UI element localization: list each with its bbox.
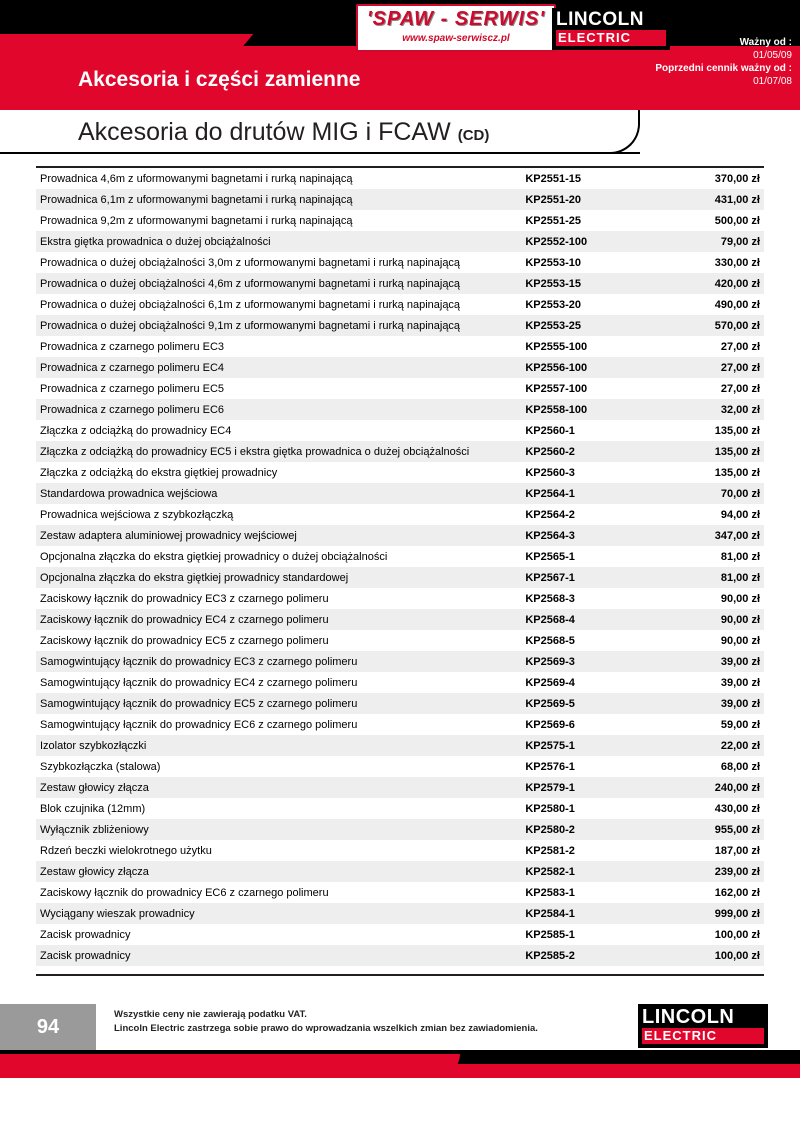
product-description: Standardowa prowadnica wejściowa xyxy=(40,487,218,500)
table-row xyxy=(36,609,764,630)
product-price: 135,00 zł xyxy=(714,466,760,479)
product-code: KP2560-3 xyxy=(525,466,575,479)
product-description: Wyłącznik zbliżeniowy xyxy=(40,823,149,836)
product-code: KP2585-1 xyxy=(525,928,575,941)
table-row xyxy=(36,798,764,819)
table-row xyxy=(36,672,764,693)
product-description: Prowadnica z czarnego polimeru EC6 xyxy=(40,403,225,416)
table-row xyxy=(36,504,764,525)
product-code: KP2567-1 xyxy=(525,571,575,584)
table-row xyxy=(36,357,764,378)
product-description: Prowadnica 6,1m z uformowanymi bagnetami i rurką napinającą xyxy=(40,193,353,206)
product-description: Samogwintujący łącznik do prowadnicy EC4 z czarnego polimeru xyxy=(40,676,358,689)
product-description: Blok czujnika (12mm) xyxy=(40,802,146,815)
table-row xyxy=(36,420,764,441)
product-price: 39,00 zł xyxy=(720,676,760,689)
table-row xyxy=(36,588,764,609)
product-price: 420,00 zł xyxy=(714,277,760,290)
product-code: KP2569-3 xyxy=(525,655,575,668)
product-code: KP2575-1 xyxy=(525,739,575,752)
electric-wordmark: ELECTRIC xyxy=(556,30,666,46)
product-description: Zaciskowy łącznik do prowadnicy EC5 z czarnego polimeru xyxy=(40,634,329,647)
product-code: KP2555-100 xyxy=(525,340,588,353)
product-price: 100,00 zł xyxy=(714,928,760,941)
product-description: Samogwintujący łącznik do prowadnicy EC6 z czarnego polimeru xyxy=(40,718,358,731)
product-code: KP2560-2 xyxy=(525,445,575,458)
product-price: 330,00 zł xyxy=(714,256,760,269)
table-row xyxy=(36,567,764,588)
previous-price-label: Poprzedni cennik ważny od : xyxy=(655,63,792,74)
valid-from-label: Ważny od : xyxy=(739,37,792,48)
product-code: KP2568-3 xyxy=(525,592,575,605)
product-description: Opcjonalna złączka do ekstra giętkiej prowadnicy standardowej xyxy=(40,571,349,584)
table-row xyxy=(36,273,764,294)
product-code: KP2551-25 xyxy=(525,214,581,227)
product-code: KP2551-20 xyxy=(525,193,581,206)
product-description: Prowadnica 9,2m z uformowanymi bagnetami i rurką napinającą xyxy=(40,214,353,227)
product-price: 100,00 zł xyxy=(714,949,760,962)
product-description: Prowadnica o dużej obciążalności 6,1m z uformowanymi bagnetami i rurką napinającą xyxy=(40,298,461,311)
table-row xyxy=(36,945,764,966)
product-description: Prowadnica z czarnego polimeru EC3 xyxy=(40,340,225,353)
product-code: KP2581-2 xyxy=(525,844,575,857)
price-table xyxy=(36,168,764,966)
previous-price-date: 01/07/08 xyxy=(753,76,792,87)
product-description: Prowadnica wejściowa z szybkozłączką xyxy=(40,508,234,521)
spaw-serwis-logo xyxy=(356,4,556,52)
product-code: KP2553-15 xyxy=(525,277,581,290)
table-row xyxy=(36,231,764,252)
product-code: KP2565-1 xyxy=(525,550,575,563)
product-code: KP2564-3 xyxy=(525,529,575,542)
product-price: 490,00 zł xyxy=(714,298,760,311)
product-code: KP2564-2 xyxy=(525,508,575,521)
product-price: 32,00 zł xyxy=(720,403,760,416)
product-price: 999,00 zł xyxy=(714,907,760,920)
table-row xyxy=(36,336,764,357)
product-code: KP2569-5 xyxy=(525,697,575,710)
page-header xyxy=(0,0,800,110)
product-price: 39,00 zł xyxy=(720,697,760,710)
product-price: 94,00 zł xyxy=(720,508,760,521)
product-price: 79,00 zł xyxy=(720,235,760,248)
product-code: KP2553-20 xyxy=(525,298,581,311)
table-row xyxy=(36,714,764,735)
electric-wordmark-footer: ELECTRIC xyxy=(642,1028,764,1044)
product-code: KP2558-100 xyxy=(525,403,588,416)
product-price: 22,00 zł xyxy=(720,739,760,752)
product-price: 39,00 zł xyxy=(720,655,760,668)
product-price: 90,00 zł xyxy=(720,634,760,647)
product-price: 81,00 zł xyxy=(720,571,760,584)
product-price: 59,00 zł xyxy=(720,718,760,731)
product-code: KP2580-1 xyxy=(525,802,575,815)
product-price: 68,00 zł xyxy=(720,760,760,773)
product-code: KP2557-100 xyxy=(525,382,588,395)
table-row xyxy=(36,399,764,420)
table-row xyxy=(36,819,764,840)
product-code: KP2560-1 xyxy=(525,424,575,437)
product-description: Izolator szybkozłączki xyxy=(40,739,147,752)
product-code: KP2583-1 xyxy=(525,886,575,899)
table-row xyxy=(36,735,764,756)
product-code: KP2576-1 xyxy=(525,760,575,773)
product-code: KP2552-100 xyxy=(525,235,588,248)
table-row xyxy=(36,252,764,273)
product-description: Zacisk prowadnicy xyxy=(40,928,131,941)
product-code: KP2580-2 xyxy=(525,823,575,836)
product-description: Zestaw głowicy złącza xyxy=(40,865,149,878)
product-description: Rdzeń beczki wielokrotnego użytku xyxy=(40,844,212,857)
page-footer xyxy=(0,1000,800,1131)
page-title: Akcesoria i części zamienne xyxy=(78,68,361,91)
lincoln-electric-footer-logo xyxy=(638,1004,768,1048)
product-description: Opcjonalna złączka do ekstra giętkiej prowadnicy o dużej obciążalności xyxy=(40,550,388,563)
product-price: 570,00 zł xyxy=(714,319,760,332)
table-row xyxy=(36,903,764,924)
product-description: Złączka z odciążką do prowadnicy EC4 xyxy=(40,424,232,437)
product-description: Samogwintujący łącznik do prowadnicy EC3 z czarnego polimeru xyxy=(40,655,358,668)
product-code: KP2553-10 xyxy=(525,256,581,269)
lincoln-wordmark-footer: LINCOLN xyxy=(642,1006,735,1028)
product-description: Prowadnica z czarnego polimeru EC5 xyxy=(40,382,225,395)
product-code: KP2569-4 xyxy=(525,676,575,689)
table-row xyxy=(36,924,764,945)
product-price: 90,00 zł xyxy=(720,613,760,626)
footer-note-line-2: Lincoln Electric zastrzega sobie prawo do wprowadzania wszelkich zmian bez zawiadomienia. xyxy=(114,1023,538,1034)
spaw-serwis-logo-url: www.spaw-serwiscz.pl xyxy=(402,33,510,44)
table-row xyxy=(36,756,764,777)
product-code: KP2553-25 xyxy=(525,319,581,332)
table-row xyxy=(36,441,764,462)
table-row xyxy=(36,882,764,903)
product-description: Zaciskowy łącznik do prowadnicy EC4 z czarnego polimeru xyxy=(40,613,329,626)
section-subtitle-text: (CD) xyxy=(457,127,490,144)
product-code: KP2582-1 xyxy=(525,865,575,878)
product-price: 431,00 zł xyxy=(714,193,760,206)
product-description: Zaciskowy łącznik do prowadnicy EC6 z czarnego polimeru xyxy=(40,886,329,899)
product-code: KP2551-15 xyxy=(525,172,581,185)
product-price: 162,00 zł xyxy=(714,886,760,899)
product-price: 239,00 zł xyxy=(714,865,760,878)
product-description: Zacisk prowadnicy xyxy=(40,949,131,962)
table-row xyxy=(36,861,764,882)
product-price: 135,00 zł xyxy=(714,445,760,458)
product-price: 27,00 zł xyxy=(720,361,760,374)
table-row xyxy=(36,777,764,798)
footer-red-band xyxy=(0,1064,800,1078)
product-code: KP2568-5 xyxy=(525,634,575,647)
product-description: Samogwintujący łącznik do prowadnicy EC5 z czarnego polimeru xyxy=(40,697,358,710)
product-price: 430,00 zł xyxy=(714,802,760,815)
product-price: 955,00 zł xyxy=(714,823,760,836)
product-description: Zestaw głowicy złącza xyxy=(40,781,149,794)
product-code: KP2556-100 xyxy=(525,361,588,374)
product-description: Prowadnica o dużej obciążalności 9,1m z uformowanymi bagnetami i rurką napinającą xyxy=(40,319,461,332)
section-title xyxy=(78,118,489,147)
table-row xyxy=(36,525,764,546)
valid-from-date: 01/05/09 xyxy=(753,50,792,61)
table-row xyxy=(36,693,764,714)
table-row xyxy=(36,168,764,189)
product-price: 81,00 zł xyxy=(720,550,760,563)
product-description: Prowadnica o dużej obciążalności 3,0m z uformowanymi bagnetami i rurką napinającą xyxy=(40,256,461,269)
footer-note xyxy=(114,1008,538,1036)
product-description: Prowadnica z czarnego polimeru EC4 xyxy=(40,361,225,374)
product-price: 27,00 zł xyxy=(720,340,760,353)
product-code: KP2564-1 xyxy=(525,487,575,500)
product-price: 500,00 zł xyxy=(714,214,760,227)
product-price: 347,00 zł xyxy=(714,529,760,542)
table-row xyxy=(36,462,764,483)
product-price: 70,00 zł xyxy=(720,487,760,500)
product-description: Wyciągany wieszak prowadnicy xyxy=(40,907,195,920)
product-price: 90,00 zł xyxy=(720,592,760,605)
price-table-body xyxy=(36,168,764,966)
section-title-text: Akcesoria do drutów MIG i FCAW xyxy=(78,118,451,146)
product-price: 370,00 zł xyxy=(714,172,760,185)
product-code: KP2585-2 xyxy=(525,949,575,962)
lincoln-wordmark: LINCOLN xyxy=(556,9,644,30)
product-code: KP2569-6 xyxy=(525,718,575,731)
product-description: Ekstra giętka prowadnica o dużej obciążalności xyxy=(40,235,271,248)
product-price: 27,00 zł xyxy=(720,382,760,395)
table-row xyxy=(36,378,764,399)
table-row xyxy=(36,546,764,567)
table-row xyxy=(36,315,764,336)
table-row xyxy=(36,630,764,651)
product-description: Zestaw adaptera aluminiowej prowadnicy wejściowej xyxy=(40,529,297,542)
lincoln-electric-header-logo xyxy=(552,8,670,50)
product-price: 187,00 zł xyxy=(714,844,760,857)
product-description: Prowadnica o dużej obciążalności 4,6m z uformowanymi bagnetami i rurką napinającą xyxy=(40,277,461,290)
table-row xyxy=(36,210,764,231)
table-row xyxy=(36,840,764,861)
product-description: Szybkozłączka (stalowa) xyxy=(40,760,161,773)
product-price: 135,00 zł xyxy=(714,424,760,437)
product-description: Złączka z odciążką do ekstra giętkiej prowadnicy xyxy=(40,466,278,479)
validity-block xyxy=(655,36,792,88)
table-row xyxy=(36,651,764,672)
product-description: Prowadnica 4,6m z uformowanymi bagnetami i rurką napinającą xyxy=(40,172,353,185)
product-code: KP2568-4 xyxy=(525,613,575,626)
product-price: 240,00 zł xyxy=(714,781,760,794)
price-table-container xyxy=(36,168,764,966)
product-description: Złączka z odciążką do prowadnicy EC5 i ekstra giętka prowadnica o dużej obciążalności xyxy=(40,445,470,458)
page-number-badge: 94 xyxy=(0,1004,96,1050)
table-bottom-rule xyxy=(36,974,764,976)
spaw-serwis-logo-name: 'SPAW - SERWIS' xyxy=(366,8,546,30)
footer-note-line-1: Wszystkie ceny nie zawierają podatku VAT. xyxy=(114,1009,307,1020)
product-code: KP2584-1 xyxy=(525,907,575,920)
product-description: Zaciskowy łącznik do prowadnicy EC3 z czarnego polimeru xyxy=(40,592,329,605)
table-row xyxy=(36,294,764,315)
table-row xyxy=(36,483,764,504)
product-code: KP2579-1 xyxy=(525,781,575,794)
table-row xyxy=(36,189,764,210)
